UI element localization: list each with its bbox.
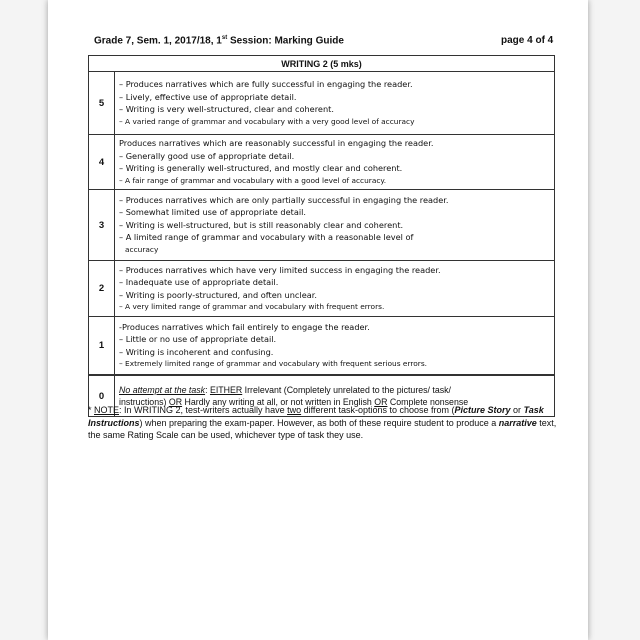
- document-title: Grade 7, Sem. 1, 2017/18, 1st Session: Marking Guide: [94, 35, 344, 47]
- descriptor-line: – A very limited range of grammar and vocabulary with frequent errors.: [119, 302, 385, 311]
- descriptor-line: – Writing is well-structured, but is still reasonably clear and coherent.: [119, 219, 404, 230]
- descriptor-line: – Extremely limited range of grammar and vocabulary with frequent serious errors.: [119, 359, 428, 368]
- table-row: [89, 317, 555, 376]
- descriptor-line: – Produces narratives which are fully successful in engaging the reader.: [119, 79, 413, 89]
- descriptor-line: – A fair range of grammar and vocabulary with a good level of accuracy.: [119, 175, 387, 185]
- descriptor-line: – Produces narratives which have very limited success in engaging the reader.: [119, 264, 441, 275]
- table-heading: WRITING 2 (5 mks): [89, 56, 555, 72]
- table-row: [89, 261, 555, 317]
- descriptor-line: Produces narratives which are reasonably successful in engaging the reader.: [119, 138, 434, 148]
- rating-scale-table: [88, 55, 555, 417]
- score-cell: 3: [89, 190, 115, 261]
- score-cell: 0: [89, 375, 115, 417]
- descriptor-cell: No attempt at the task: EITHER Irrelevant (Completely unrelated to the pictures/ task/ instructions) OR Hardly any writing at all, or not written in English OR Complete nonsense: [115, 375, 555, 417]
- descriptor-line: – Writing is poorly-structured, and often unclear.: [119, 289, 317, 300]
- descriptor-cell: [115, 317, 555, 376]
- descriptor-line: accuracy: [125, 244, 159, 254]
- score-cell: 2: [89, 261, 115, 317]
- descriptor-line: – Writing is very well-structured, clear and coherent.: [119, 104, 334, 114]
- descriptor-line: – Produces narratives which are only partially successful in engaging the reader.: [119, 194, 449, 205]
- page-number: page 4 of 4: [501, 35, 554, 46]
- table-row: [89, 135, 555, 190]
- table-row: [89, 190, 555, 261]
- descriptor-cell: [115, 72, 555, 135]
- descriptor-cell: [115, 135, 555, 190]
- document-page: [48, 0, 588, 640]
- descriptor-line: – Inadequate use of appropriate detail.: [119, 277, 279, 287]
- descriptor-line: – A varied range of grammar and vocabulary with a very good level of accuracy: [119, 116, 415, 126]
- score-cell: 4: [89, 135, 115, 190]
- descriptor-line: – Somewhat limited use of appropriate detail.: [119, 207, 306, 218]
- descriptor-line: – Writing is generally well-structured, and mostly clear and coherent.: [119, 163, 403, 173]
- descriptor-line: – A limited range of grammar and vocabulary with a reasonable level of: [119, 232, 414, 243]
- score-cell: 5: [89, 72, 115, 135]
- footnote: * NOTE: In WRITING 2, test-writers actually have two different task-options to choose from (Picture Story or Task Instructions) when preparing the exam-paper. However, as both of these require student to produce a narrative text, the same Rating Scale can be used, whichever type of task they use.: [88, 405, 557, 440]
- descriptor-cell: [115, 261, 555, 317]
- descriptor-line: – Little or no use of appropriate detail.: [119, 334, 277, 344]
- table-row: [89, 72, 555, 135]
- score-cell: 1: [89, 317, 115, 376]
- descriptor-line: – Writing is incoherent and confusing.: [119, 346, 274, 357]
- descriptor-cell: [115, 190, 555, 261]
- descriptor-line: – Generally good use of appropriate detail.: [119, 150, 295, 161]
- descriptor-line: – Lively, effective use of appropriate detail.: [119, 91, 297, 102]
- descriptor-line: -Produces narratives which fail entirely to engage the reader.: [119, 321, 370, 332]
